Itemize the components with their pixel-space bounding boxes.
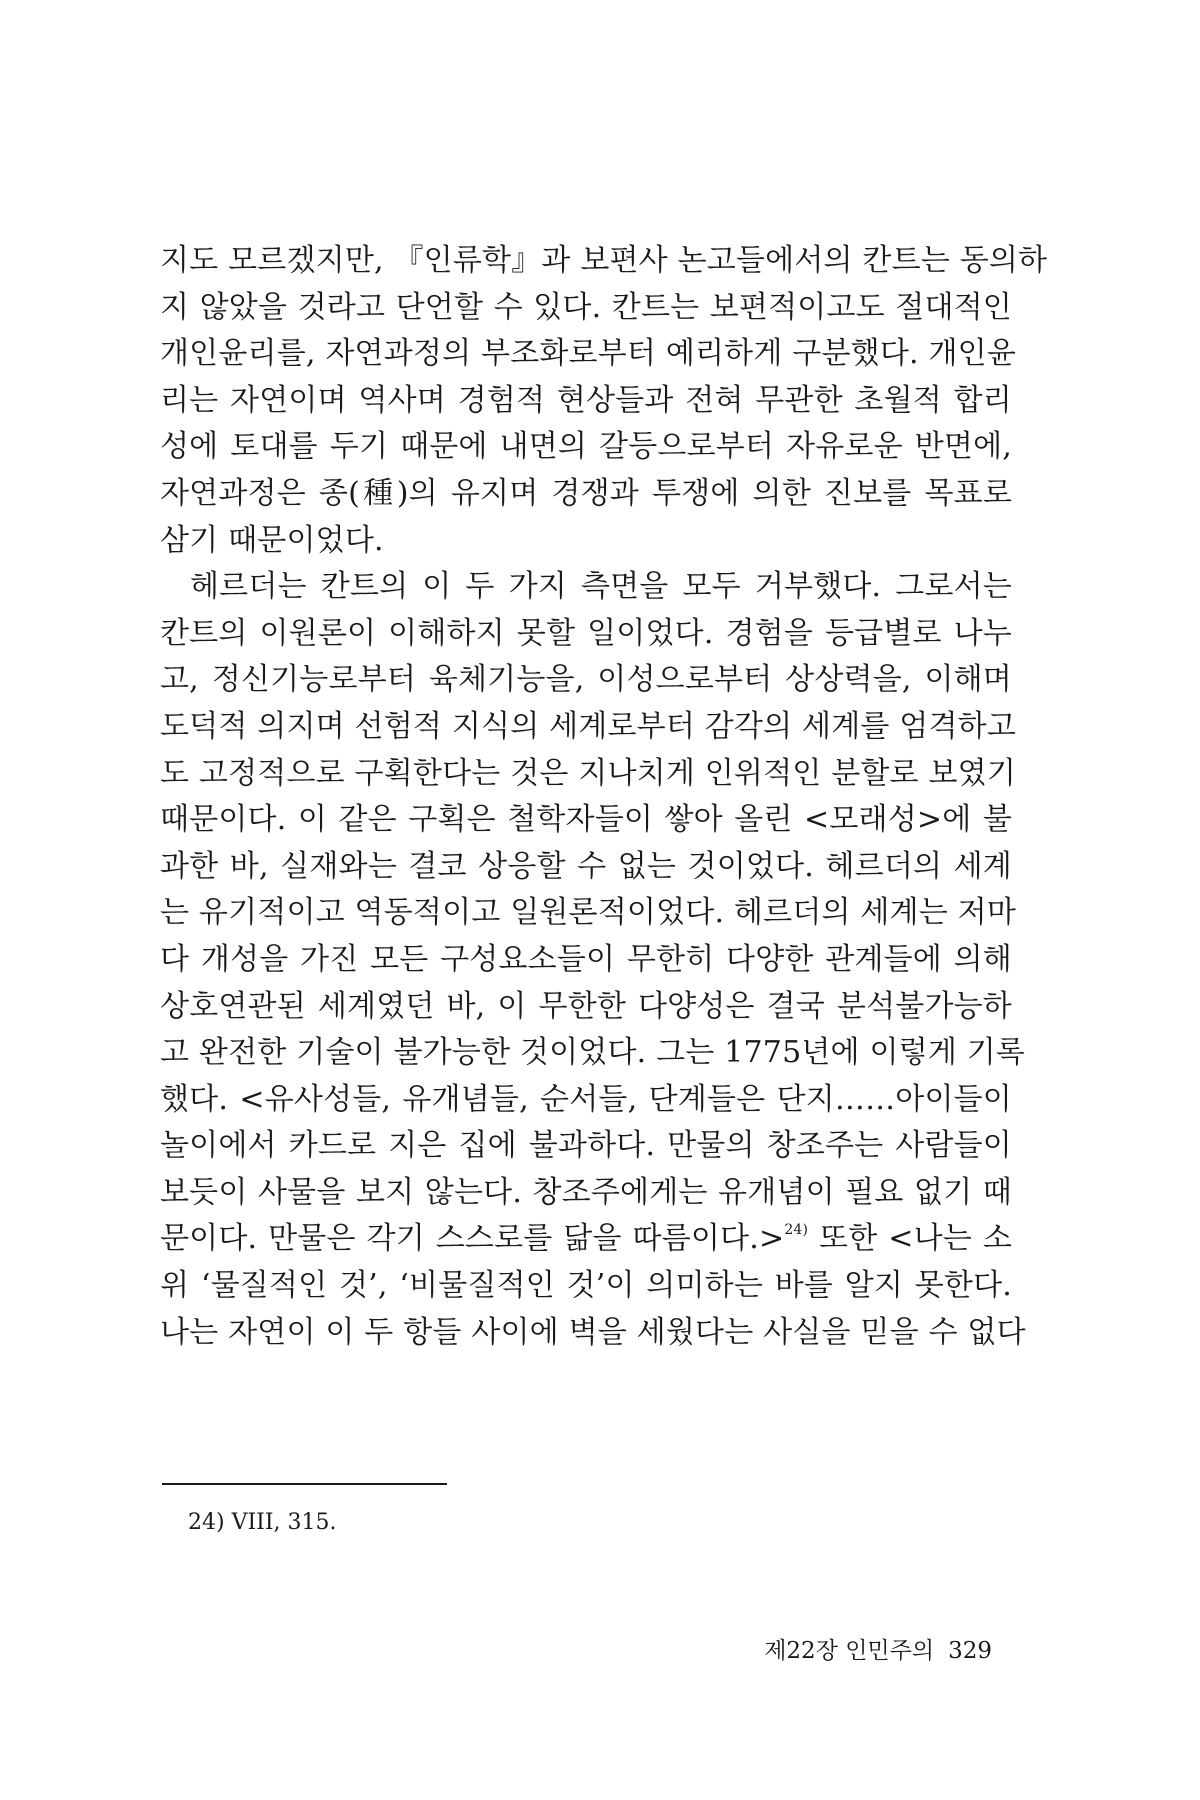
text-line: 리는 자연이며 역사며 경험적 현상들과 전혀 무관한 초월적 합리 — [160, 382, 1012, 418]
footnote-reference: 24) — [784, 1222, 809, 1239]
footnote: 24) VIII, 315. — [188, 1510, 337, 1535]
text-line: 자연과정은 종(種)의 유지며 경쟁과 투쟁에 의한 진보를 목표로 — [160, 475, 1012, 511]
text-line: 고 완전한 기술이 불가능한 것이었다. 그는 1775년에 이렇게 기록 — [160, 1035, 1026, 1071]
text-segment: 문이다. 만물은 각기 스스로를 닮을 따름이다.> — [160, 1221, 785, 1257]
footnote-divider — [162, 1483, 447, 1485]
text-line: 칸트의 이원론이 이해하지 못할 일이었다. 경험을 등급별로 나누 — [160, 615, 1012, 651]
text-line: 는 유기적이고 역동적이고 일원론적이었다. 헤르더의 세계는 저마 — [160, 895, 1017, 931]
text-line: 나는 자연이 이 두 항들 사이에 벽을 세웠다는 사실을 믿을 수 없다 — [160, 1314, 1026, 1350]
text-line: 지도 모르겠지만, 『인류학』과 보편사 논고들에서의 칸트는 동의하 — [160, 243, 1048, 278]
text-segment: 또한 <나는 소 — [808, 1221, 1012, 1257]
text-line: 성에 토대를 두기 때문에 내면의 갈등으로부터 자유로운 반면에, — [160, 429, 1012, 465]
page-number: 329 — [948, 1638, 992, 1664]
text-line: 과한 바, 실재와는 결코 상응할 수 없는 것이었다. 헤르더의 세계 — [160, 848, 1012, 884]
text-line: 도덕적 의지며 선험적 지식의 세계로부터 감각의 세계를 엄격하고 — [160, 708, 1017, 744]
text-line: 보듯이 사물을 보지 않는다. 창조주에게는 유개념이 필요 없기 때 — [160, 1174, 1012, 1210]
text-line-with-footnote-ref — [160, 1216, 1012, 1263]
text-line: 때문이다. 이 같은 구획은 철학자들이 쌓아 올린 <모래성>에 불 — [160, 802, 1012, 838]
text-line: 삼기 때문이었다. — [160, 522, 384, 558]
body-text — [160, 238, 1048, 1356]
text-line: 상호연관된 세계였던 바, 이 무한한 다양성은 결국 분석불가능하 — [160, 988, 1012, 1024]
text-line: 헤르더는 칸트의 이 두 가지 측면을 모두 거부했다. 그로서는 — [190, 569, 1012, 605]
text-line: 지 않았을 것라고 단언할 수 있다. 칸트는 보편적이고도 절대적인 — [160, 289, 1012, 325]
text-line: 개인윤리를, 자연과정의 부조화로부터 예리하게 구분했다. 개인윤 — [160, 336, 1017, 372]
text-line: 다 개성을 가진 모든 구성요소들이 무한히 다양한 관계들에 의해 — [160, 941, 1012, 977]
page-footer — [742, 1636, 992, 1666]
text-line: 위 ‘물질적인 것’, ‘비물질적인 것’이 의미하는 바를 알지 못한다. — [160, 1268, 1012, 1304]
text-line: 도 고정적으로 구획한다는 것은 지나치게 인위적인 분할로 보였기 — [160, 755, 1017, 791]
text-line: 고, 정신기능로부터 육체기능을, 이성으로부터 상상력을, 이해며 — [160, 662, 1012, 698]
chapter-title: 제22장 인민주의 — [764, 1638, 935, 1664]
text-line: 놀이에서 카드로 지은 집에 불과하다. 만물의 창조주는 사람들이 — [160, 1128, 1012, 1164]
text-line: 했다. <유사성들, 유개념들, 순서들, 단계들은 단지……아이들이 — [160, 1081, 1012, 1117]
